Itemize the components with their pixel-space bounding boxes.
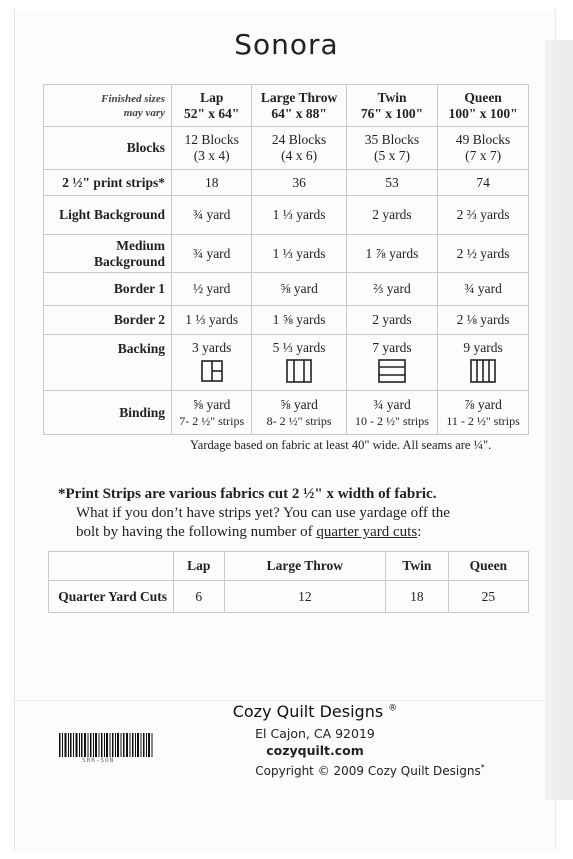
print-strips-line-2: bolt by having the following number of [76,524,317,540]
table-row [44,127,529,170]
print-strips-line-1: What if you don’t have strips yet? You can use yardage off the [76,505,450,521]
table-cell: ⅝ yard [252,273,346,306]
yardage-note: Yardage based on fabric at least 40" wide. All seams are ¼". [190,438,492,452]
yardage-table [43,84,529,435]
table-cell: 25 [448,581,528,613]
company-name: Cozy Quilt Designs ® [232,702,398,721]
table-cell: ¾ yard [172,235,252,273]
table-cell: 5 ⅓ yards [252,335,346,391]
backing-queen-icon [470,359,496,383]
table-header-row [44,85,529,127]
table-cell: 18 [172,170,252,196]
table-row [44,170,529,196]
table-cell: ⅔ yard [346,273,437,306]
row-label: 2 ½" print strips* [44,170,172,196]
table-cell: ¾ yard 10 - 2 ½" strips [346,391,437,435]
quarter-yard-table [48,551,529,613]
table-header-row [49,552,529,581]
column-queen: Queen 100" x 100" [438,85,529,127]
table-cell: 2 ⅔ yards [438,196,529,235]
company-city: El Cajon, CA 92019 [255,726,375,741]
table-cell: 2 ½ yards [438,235,529,273]
table-row [44,391,529,435]
table-cell: ¾ yard [172,196,252,235]
table-cell: 1 ⅝ yards [252,306,346,335]
table-cell: 9 yards [438,335,529,391]
table-cell: 35 Blocks (5 x 7) [346,127,437,170]
table-row [44,273,529,306]
column-large-throw: Large Throw [224,552,385,581]
column-lap: Lap [174,552,225,581]
copyright-text: Copyright © 2009 Cozy Quilt Designs* [255,763,485,778]
table-cell: 7 yards [346,335,437,391]
table-cell: 6 [174,581,225,613]
company-website: cozyquilt.com [266,743,364,758]
column-large-throw: Large Throw 64" x 88" [252,85,346,127]
row-label: Medium Background [44,235,172,273]
column-queen: Queen [448,552,528,581]
backing-twin-icon [378,359,406,383]
table-cell: ⅝ yard 7- 2 ½" strips [172,391,252,435]
row-label: Binding [44,391,172,435]
pattern-title: Sonora [234,28,339,61]
table-cell: 74 [438,170,529,196]
table-cell: 2 yards [346,306,437,335]
table-cell: 36 [252,170,346,196]
table-cell: 1 ⅞ yards [346,235,437,273]
barcode [59,733,153,759]
table-cell: ½ yard [172,273,252,306]
table-cell: 3 yards [172,335,252,391]
table-cell: 1 ⅓ yards [252,196,346,235]
row-label: Border 1 [44,273,172,306]
column-lap: Lap 52" x 64" [172,85,252,127]
table-row [49,581,529,613]
column-twin: Twin [386,552,449,581]
row-label: Border 2 [44,306,172,335]
empty-header-cell [49,552,174,581]
table-cell: 2 yards [346,196,437,235]
table-row [44,335,529,391]
table-row [44,235,529,273]
print-strips-heading: *Print Strips are various fabrics cut 2 ½" x width of fabric. [58,486,437,502]
table-cell: 1 ⅓ yards [172,306,252,335]
column-twin: Twin 76" x 100" [346,85,437,127]
table-cell: ⅝ yard 8- 2 ½" strips [252,391,346,435]
table-cell: 24 Blocks (4 x 6) [252,127,346,170]
row-label: Blocks [44,127,172,170]
table-cell: 18 [386,581,449,613]
scan-edge [545,40,573,800]
barcode-number: SRR-SON [82,757,115,764]
fold-line [14,700,545,701]
table-cell: 12 Blocks (3 x 4) [172,127,252,170]
print-strips-text: What if you don’t have strips yet? You can use yardage off the bolt by having the following number of quarter yard cuts: [76,505,450,540]
table-cell: 12 [224,581,385,613]
table-cell: 49 Blocks (7 x 7) [438,127,529,170]
table-row [44,196,529,235]
table-cell: ¾ yard [438,273,529,306]
table-cell: 2 ⅛ yards [438,306,529,335]
finished-size-note: Finished sizes may vary [44,85,172,127]
table-cell: ⅞ yard 11 - 2 ½" strips [438,391,529,435]
row-label: Backing [44,335,172,391]
table-cell: 1 ⅓ yards [252,235,346,273]
quarter-yard-cuts-text: quarter yard cuts [316,524,418,540]
row-label: Light Background [44,196,172,235]
row-label: Quarter Yard Cuts [49,581,174,613]
backing-throw-icon [286,359,312,383]
table-cell: 53 [346,170,437,196]
backing-lap-icon [201,360,223,382]
table-row [44,306,529,335]
